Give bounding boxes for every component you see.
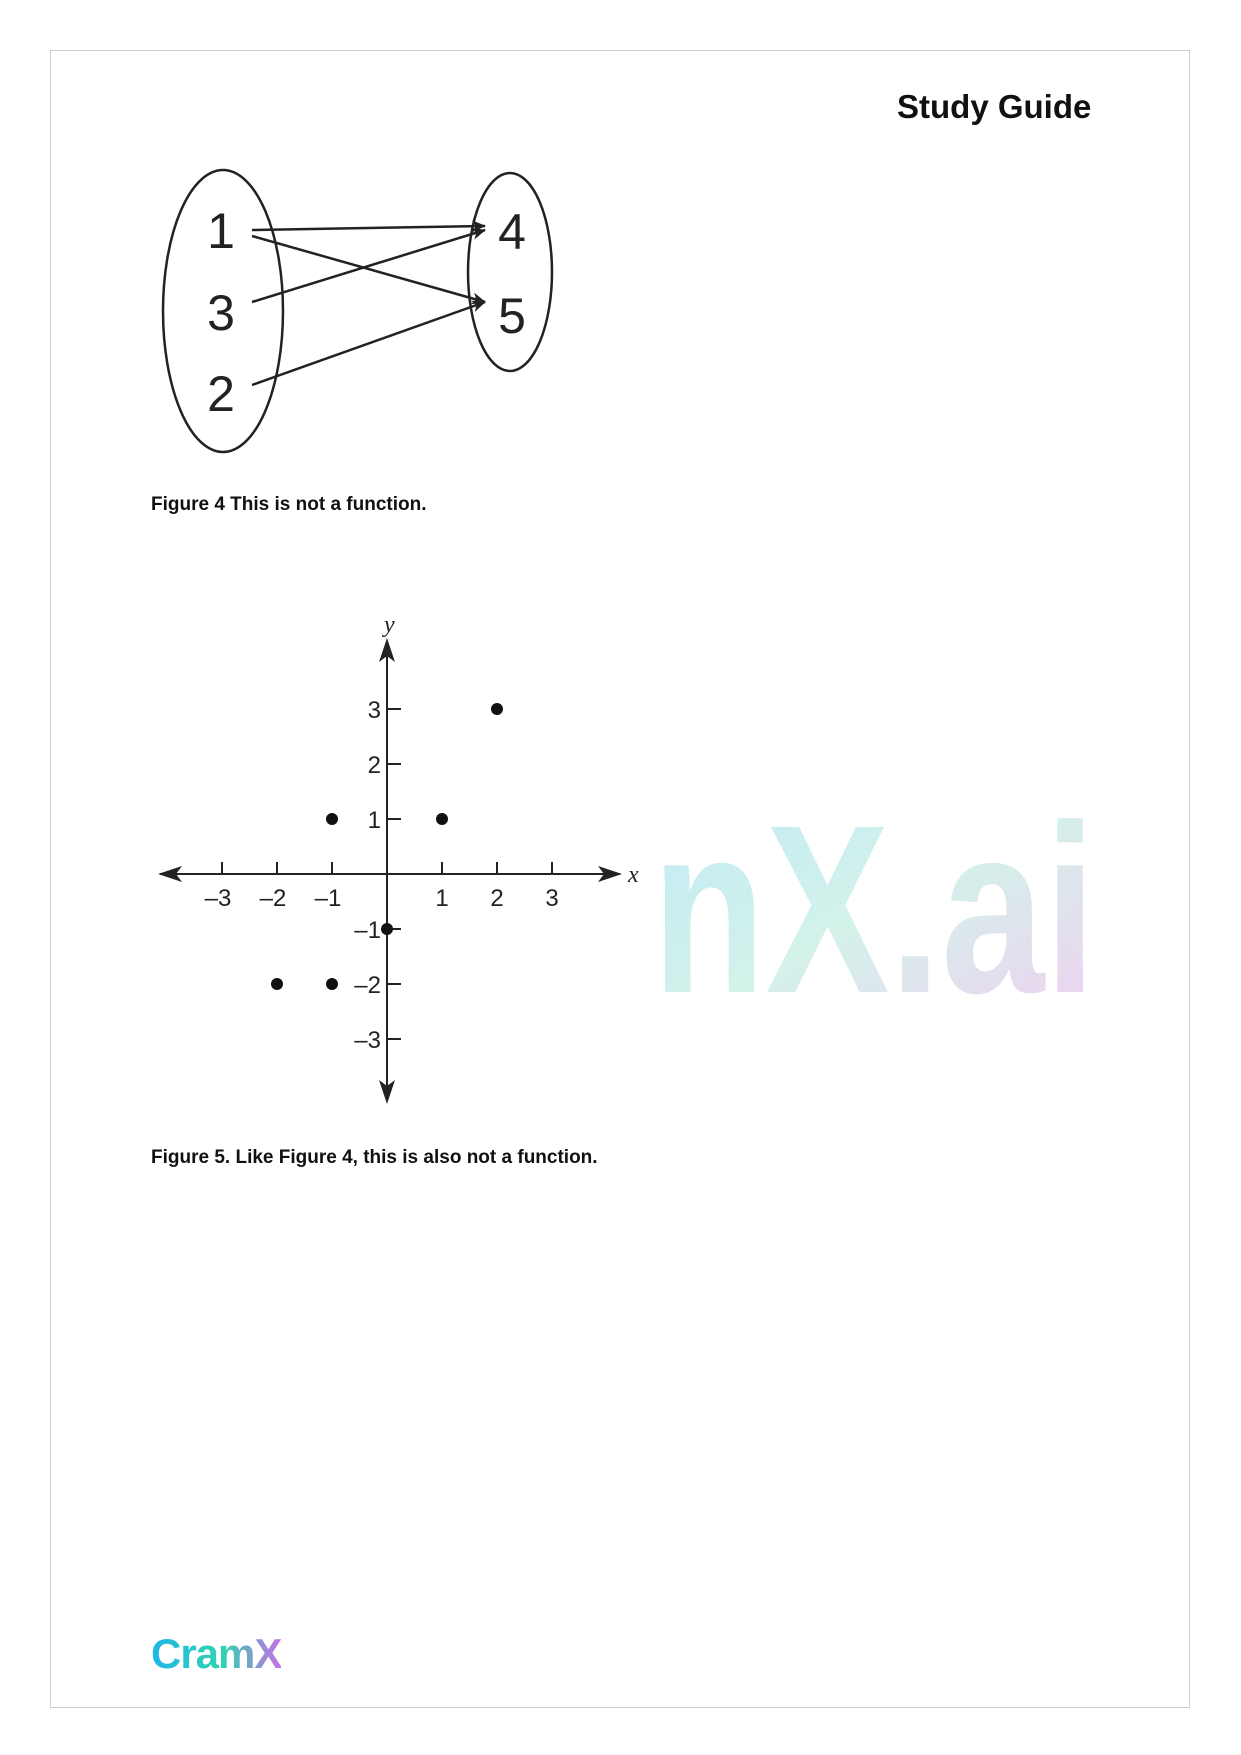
x-axis-label: x [628, 862, 639, 888]
y-tick-label: –3 [354, 1027, 381, 1054]
data-point [326, 978, 338, 990]
domain-2: 2 [207, 366, 235, 422]
figure4-caption: Figure 4 This is not a function. [151, 494, 427, 515]
data-point [271, 978, 283, 990]
watermark-text: nX.ai [652, 775, 1096, 1043]
y-axis-label: y [384, 612, 395, 638]
x-tick-label: 3 [545, 885, 559, 912]
x-tick-label: 1 [435, 885, 449, 912]
x-tick-label: –2 [259, 885, 287, 912]
y-tick-label: 2 [367, 752, 381, 779]
x-tick-label: –1 [314, 885, 342, 912]
data-point [436, 813, 448, 825]
range-5: 5 [498, 288, 526, 344]
figure5-caption: Figure 5. Like Figure 4, this is also not a function. [151, 1147, 598, 1168]
y-tick-label: 1 [367, 807, 381, 834]
y-tick-label: 3 [367, 697, 381, 724]
x-tick-label: 2 [490, 885, 504, 912]
range-4: 4 [498, 204, 526, 260]
data-point [491, 703, 503, 715]
data-point [381, 923, 393, 935]
y-tick-label: –2 [354, 972, 381, 999]
domain-1: 1 [207, 203, 235, 259]
page-title: Study Guide [897, 88, 1092, 125]
domain-3: 3 [207, 285, 235, 341]
cramx-logo: CramX [151, 1630, 282, 1677]
data-point [326, 813, 338, 825]
x-tick-label: –3 [204, 885, 232, 912]
y-tick-label: –1 [354, 917, 381, 944]
